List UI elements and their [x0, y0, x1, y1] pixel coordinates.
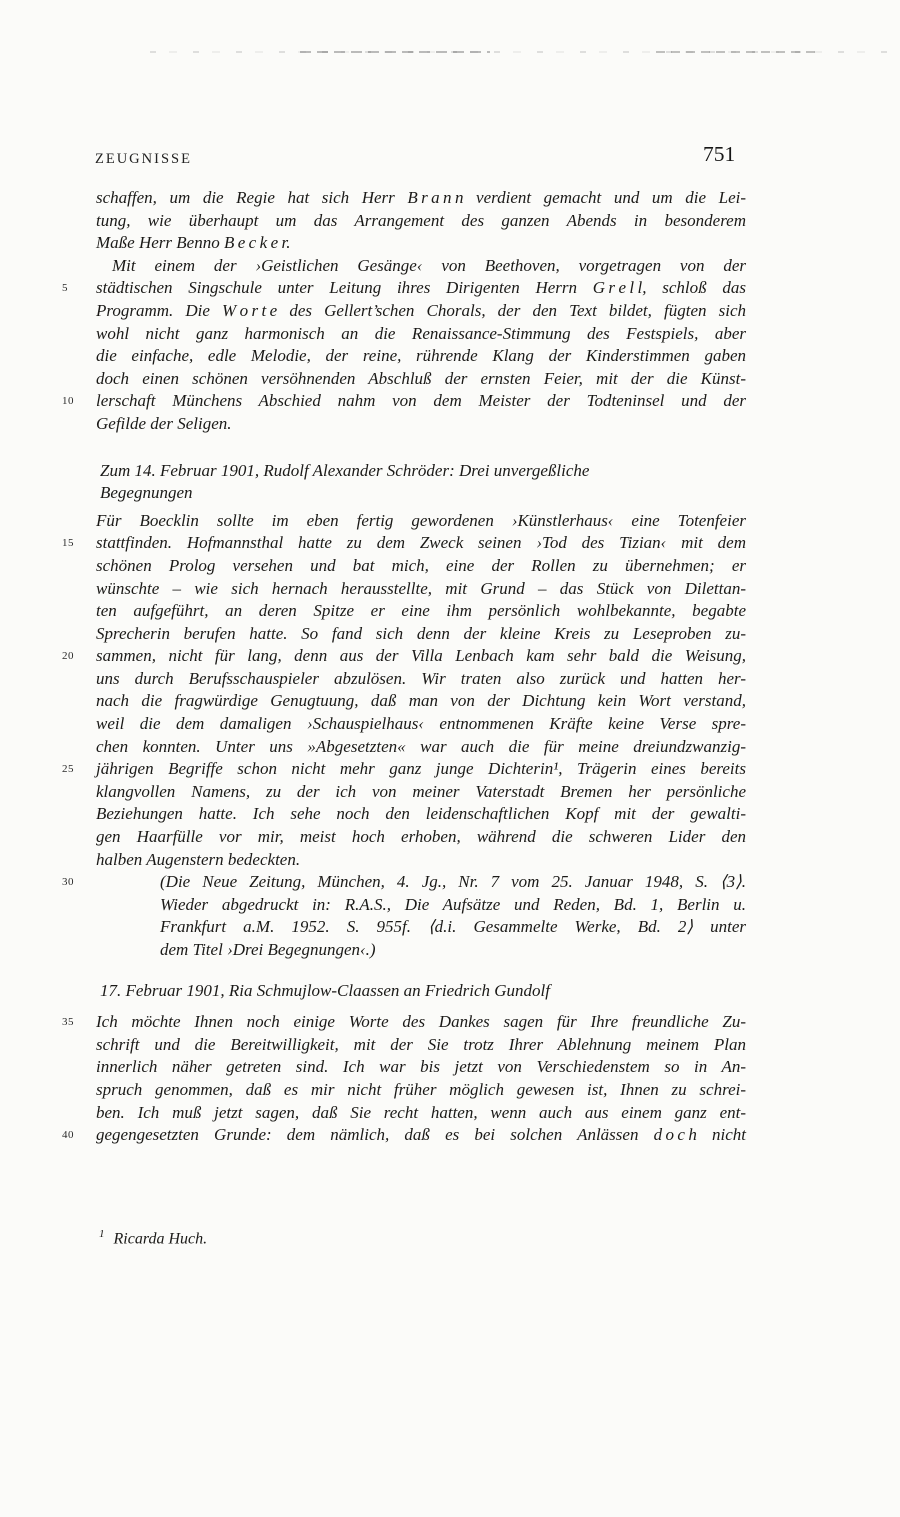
text-line: nach die fragwürdige Genugtuung, daß man von der Dichtung kein Wort verstand, [96, 691, 746, 711]
line-number: 35 [62, 1016, 74, 1029]
line-number: 15 [62, 537, 74, 550]
text-line: Maße Herr Benno B e c k e r. [96, 233, 291, 253]
text-line: tung, wie überhaupt um das Arrangement des ganzen Abends in besonderem [96, 210, 746, 230]
text-line: spruch genommen, daß es mir nicht früher möglich gewesen ist, Ihnen zu schrei- [96, 1079, 746, 1099]
text-line: innerlich näher getreten sind. Ich war bis jetzt von Verschiedenstem so in An- [96, 1057, 746, 1077]
page-number: 751 [703, 142, 736, 166]
text-line: 40 gegengesetzten Grunde: dem nämlich, daß es bei solchen Anlässen d o c h nicht [62, 1125, 746, 1145]
line-number: 30 [62, 876, 74, 889]
text-body [62, 187, 746, 1147]
text-line: schönen Prolog versehen und bat mich, eine der Rollen zu übernehmen; er [96, 555, 746, 575]
text-line: chen konnten. Unter uns »Abgesetzten« war auch die für meine dreiundzwanzig- [96, 736, 746, 756]
text-line: Sprecherin berufen hatte. So fand sich denn der kleine Kreis zu Leseproben zu- [96, 623, 746, 643]
scan-artifact [656, 51, 821, 53]
text-line: 35 Ich möchte Ihnen noch einige Worte des Dankes sagen für Ihre freundliche Zu- [62, 1012, 746, 1032]
heading-block [96, 460, 746, 505]
text-line: 30 (Die Neue Zeitung, München, 4. Jg., Nr. 7 vom 25. Januar 1948, S. ⟨3⟩. [62, 872, 746, 892]
text-line: Wieder abgedruckt in: R.A.S., Die Aufsätze und Reden, Bd. 1, Berlin u. [160, 894, 746, 914]
running-title: ZEUGNISSE [95, 151, 192, 167]
footnote [99, 1228, 207, 1248]
text-line: 5 städtischen Singschule unter Leitung ihres Dirigenten Herrn G r e l l, schloß das [62, 278, 746, 298]
line-number: 40 [62, 1129, 74, 1142]
heading-line: Zum 14. Februar 1901, Rudolf Alexander Schröder: Drei unvergeßliche [100, 460, 590, 480]
text-line: klangvollen Namens, zu der ich von meiner Vaterstadt Bremen her persönliche [96, 781, 746, 801]
line-number: 10 [62, 395, 74, 408]
text-line: 25 jährigen Begriffe schon nicht mehr ganz junge Dichterin¹, Trägerin eines bereits [62, 759, 746, 779]
text-line: uns durch Berufsschauspieler abzulösen. Wir traten also zurück und hatten her- [96, 668, 746, 688]
text-line: Für Boecklin sollte im eben fertig gewordenen ›Künstlerhaus‹ eine Totenfeier [96, 510, 746, 530]
text-line: 10 lerschaft Münchens Abschied nahm von dem Meister der Todteninsel und der [62, 391, 746, 411]
text-line: die einfache, edle Melodie, der reine, rührende Klang der Kinderstimmen gaben [96, 346, 746, 366]
scan-artifact [300, 51, 490, 53]
text-line: Programm. Die W o r t e des Gellert’schen Chorals, der den Text bildet, fügten sich [96, 300, 746, 320]
text-block [62, 510, 746, 872]
text-line: 15 stattfinden. Hofmannsthal hatte zu dem Zweck seinen ›Tod des Tizian‹ mit dem [62, 533, 746, 553]
text-line: wohl nicht ganz harmonisch an die Renaissance-Stimmung des Festspiels, aber [96, 323, 746, 343]
text-line: schrift und die Bereitwilligkeit, mit der Sie trotz Ihrer Ablehnung meinem Plan [96, 1034, 746, 1054]
heading-block [96, 980, 746, 1003]
text-line: Frankfurt a.M. 1952. S. 955f. ⟨d.i. Gesammelte Werke, Bd. 2⟩ unter [160, 917, 746, 937]
text-line: ten aufgeführt, an deren Spitze er eine ihm persönlich wohlbekannte, begabte [96, 601, 746, 621]
text-line: Beziehungen hatte. Ich sehe noch den leidenschaftlichen Kopf mit der gewalti- [96, 804, 746, 824]
line-number: 20 [62, 650, 74, 663]
text-block [62, 871, 746, 961]
footnote-marker: 1 [99, 1228, 105, 1240]
text-line: Gefilde der Seligen. [96, 413, 232, 433]
text-line: weil die dem damaligen ›Schauspielhaus‹ entnommenen Kräfte keine Verse spre- [96, 714, 746, 734]
text-line: schaffen, um die Regie hat sich Herr B r a n n verdient gemacht und um die Lei- [96, 188, 746, 207]
footnote-text: Ricarda Huch. [113, 1230, 208, 1248]
text-line: doch einen schönen versöhnenden Abschluß der ernsten Feier, mit der die Künst- [96, 368, 746, 388]
text-line: 20 sammen, nicht für lang, denn aus der Villa Lenbach kam sehr bald die Weisung, [62, 646, 746, 666]
text-line: halben Augenstern bedeckten. [96, 849, 301, 869]
text-block [62, 1011, 746, 1147]
text-line: gen Haarfülle vor mir, meist hoch erhoben, während die schweren Lider den [96, 827, 746, 847]
text-line: dem Titel ›Drei Begegnungen‹.) [160, 940, 376, 959]
heading-line: 17. Februar 1901, Ria Schmujlow-Claassen an Friedrich Gundolf [100, 980, 551, 1000]
text-line: wünschte – wie sich hernach herausstellte, mit Grund – das Stück von Dilettan- [96, 578, 746, 598]
line-number: 25 [62, 763, 74, 776]
heading-line: Begegnungen [100, 483, 193, 503]
text-block [96, 187, 746, 255]
text-block [62, 255, 746, 436]
text-line: Mit einem der ›Geistlichen Gesänge‹ von Beethoven, vorgetragen von der [112, 255, 746, 275]
text-line: ben. Ich muß jetzt sagen, daß Sie recht hatten, wenn auch aus einem ganz ent- [96, 1102, 746, 1122]
line-number: 5 [62, 282, 68, 295]
